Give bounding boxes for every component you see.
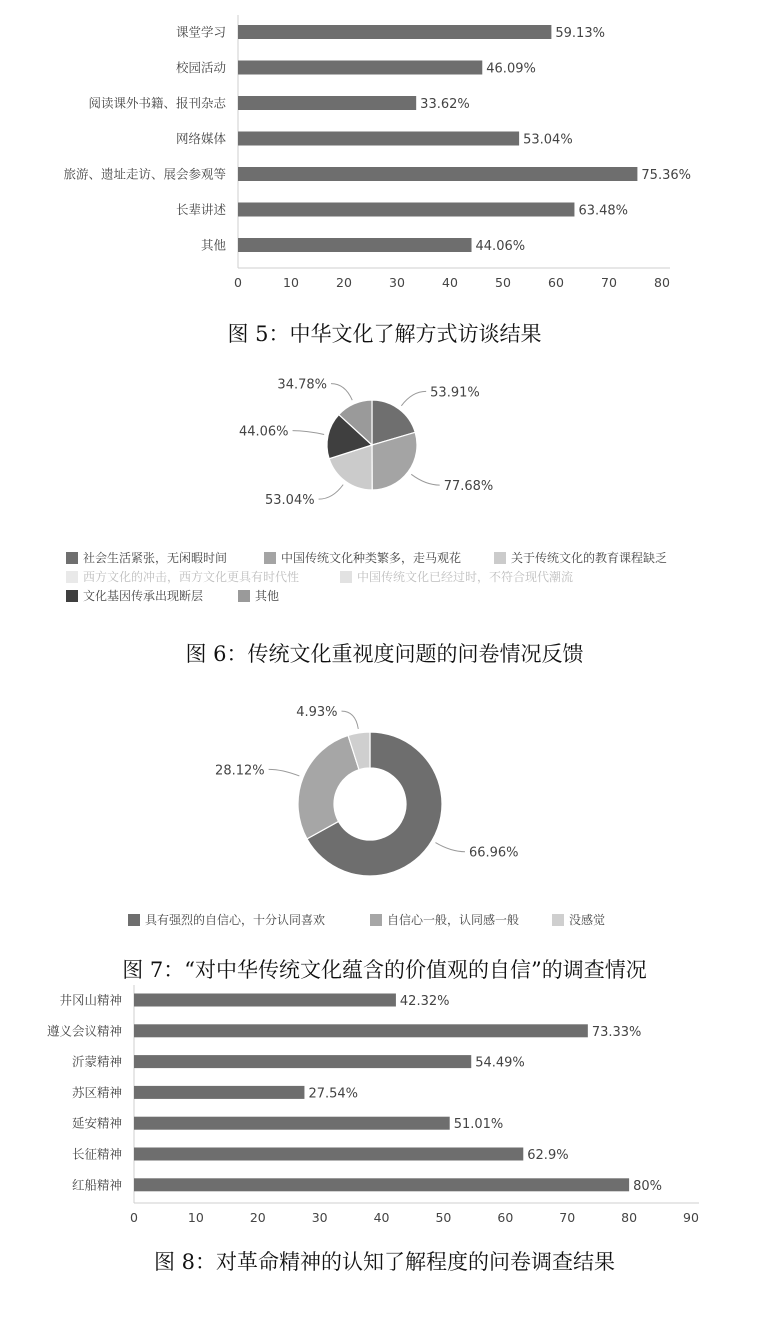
legend-label: 西方文化的冲击，西方文化更具有时代性 [83,570,300,584]
leader-line [319,485,344,500]
bar [238,96,416,110]
bar [238,203,574,217]
bar [134,1148,523,1161]
legend-label: 没感觉 [569,913,606,927]
x-tick-label: 40 [442,275,458,290]
bar-value-label: 73.33% [591,1024,642,1040]
legend-swatch [66,552,78,564]
category-label: 校园活动 [175,60,226,75]
category-label: 苏区精神 [71,1084,122,1100]
x-tick-label: 70 [559,1210,576,1225]
x-tick-label: 10 [187,1210,204,1225]
bar [238,167,637,181]
category-label: 井冈山精神 [59,992,122,1008]
x-tick-label: 10 [283,275,299,290]
category-label: 沂蒙精神 [71,1054,122,1070]
legend-swatch [66,571,78,583]
bar [238,61,482,75]
legend-label: 具有强烈的自信心，十分认同喜欢 [145,913,326,927]
bar-value-label: 33.62% [420,97,470,112]
caption-fig8: 图 8：对革命精神的认知了解程度的问卷调查结果 [153,1250,616,1274]
caption-fig5: 图 5：中华文化了解方式访谈结果 [227,322,542,346]
slice-value-label: 66.96% [468,845,519,861]
slice-value-label: 44.06% [238,424,289,440]
donut-chart-fig7 [0,672,769,942]
leader-line [435,843,465,852]
bar [134,1178,629,1191]
category-label: 旅游、遗址走访、展会参观等 [63,166,226,182]
pie-chart-fig6 [0,350,769,630]
legend-label: 社会生活紧张，无闲暇时间 [83,551,228,565]
x-tick-label: 60 [497,1210,514,1225]
legend-swatch [494,552,506,564]
bar-value-label: 53.04% [523,132,573,148]
pie-slice [298,735,359,838]
slice-value-label: 28.12% [215,763,265,779]
leader-line [293,431,325,435]
x-tick-label: 40 [373,1210,390,1225]
caption-fig6: 图 6：传统文化重视度问题的问卷情况反馈 [185,642,584,666]
bar [238,25,551,39]
legend-label: 自信心一般，认同感一般 [387,913,520,927]
bar-value-label: 75.36% [641,168,691,183]
legend-label: 中国传统文化种类繁多，走马观花 [281,551,462,565]
caption-fig7: 图 7：“对中华传统文化蕴含的价值观的自信”的调查情况 [122,958,647,982]
x-tick-label: 90 [683,1210,699,1225]
x-tick-label: 80 [621,1210,638,1225]
category-label: 延安精神 [71,1115,122,1131]
legend-swatch [370,914,382,926]
legend-swatch [552,914,564,926]
legend-swatch [264,552,276,564]
bar-value-label: 62.9% [527,1148,569,1163]
legend-label: 文化基因传承出现断层 [83,589,204,603]
x-tick-label: 30 [311,1210,328,1225]
leader-line [411,474,439,485]
x-tick-label: 50 [435,1210,452,1225]
bar-value-label: 46.09% [486,61,536,77]
slice-value-label: 77.68% [443,479,494,495]
legend-swatch [66,590,78,602]
category-label: 阅读课外书籍、报刊杂志 [88,95,226,111]
category-label: 其他 [200,237,226,253]
bar-value-label: 42.32% [399,994,450,1009]
x-tick-label: 60 [548,275,564,290]
leader-line [331,384,352,400]
bar [238,132,519,146]
slice-value-label: 53.04% [265,493,315,509]
x-tick-label: 70 [601,275,617,290]
category-label: 网络媒体 [175,131,226,146]
leader-line [401,391,426,405]
bar [134,1055,471,1068]
slice-value-label: 34.78% [277,377,328,393]
x-tick-label: 80 [654,275,670,290]
bar-value-label: 59.13% [555,26,605,41]
leader-line [269,769,300,776]
bar-chart-fig5 [0,0,769,310]
x-tick-label: 30 [389,275,405,290]
bar-value-label: 44.06% [475,239,526,254]
bar [134,1117,450,1130]
bar [238,238,472,252]
leader-line [342,711,359,729]
bar-value-label: 51.01% [453,1117,504,1133]
bar [134,994,396,1007]
bar-value-label: 54.49% [475,1055,525,1071]
x-tick-label: 20 [336,275,352,290]
legend-swatch [128,914,140,926]
category-label: 课堂学习 [175,24,226,40]
x-tick-label: 0 [234,275,242,290]
legend-label: 其他 [255,589,280,603]
bar-chart-fig8 [0,985,769,1235]
bar [134,1086,304,1099]
slice-value-label: 4.93% [296,705,338,721]
legend-label: 关于传统文化的教育课程缺乏 [511,551,668,565]
legend-swatch [340,571,352,583]
bar-value-label: 80% [633,1178,663,1194]
x-tick-label: 50 [495,275,511,290]
bar [134,1024,588,1037]
bar-value-label: 63.48% [578,203,629,219]
slice-value-label: 53.91% [430,385,480,401]
category-label: 红船精神 [71,1177,122,1193]
legend-swatch [238,590,250,602]
bar-value-label: 27.54% [308,1086,359,1102]
x-tick-label: 0 [130,1210,138,1225]
x-tick-label: 20 [249,1210,266,1225]
category-label: 长辈讲述 [175,202,226,217]
category-label: 长征精神 [71,1146,122,1162]
legend-label: 中国传统文化已经过时，不符合现代潮流 [357,570,574,584]
category-label: 遵义会议精神 [46,1023,122,1039]
